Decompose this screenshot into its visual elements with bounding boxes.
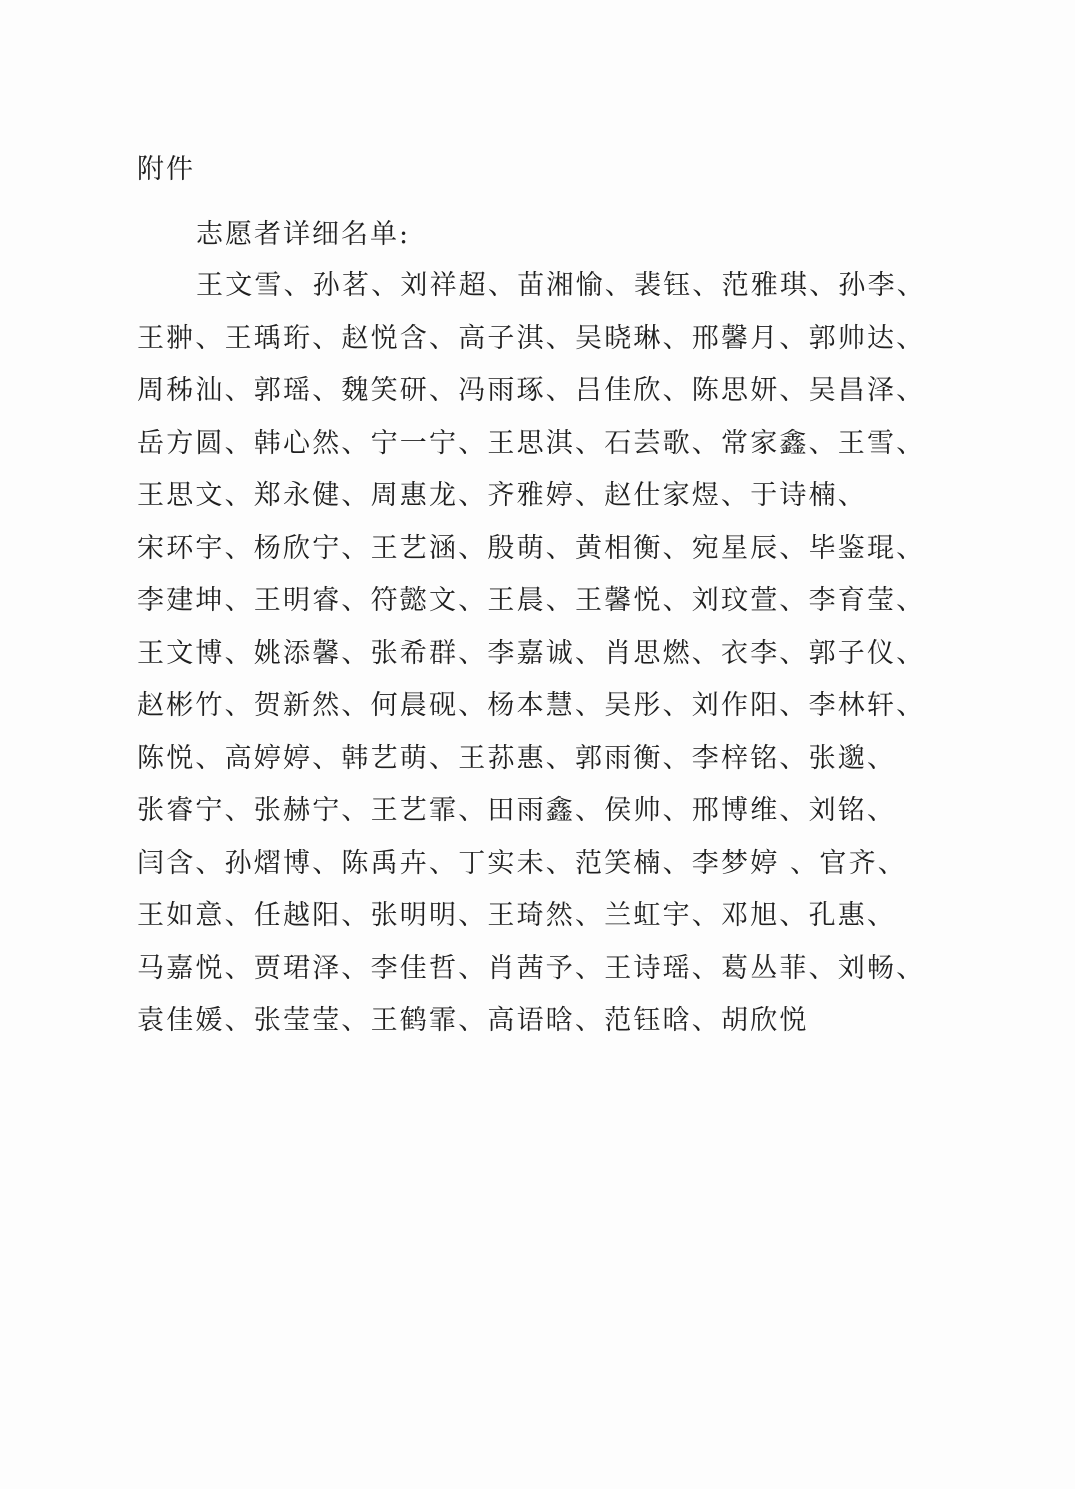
name-line: 张睿宁、张赫宁、王艺霏、田雨鑫、侯帅、邢博维、刘铭、 <box>137 795 897 826</box>
name-line: 赵彬竹、贺新然、何晨砚、杨本慧、吴彤、刘作阳、李林轩、 <box>137 690 926 721</box>
name-line: 王思文、郑永健、周惠龙、齐雅婷、赵仕家煜、于诗楠、 <box>137 480 867 511</box>
volunteer-name-list <box>137 260 926 1048</box>
name-line: 闫含、孙熠博、陈禹卉、丁实未、范笑楠、李梦婷 、官齐、 <box>137 847 907 879</box>
name-line: 李建坤、王明睿、符懿文、王晨、王馨悦、刘玟萱、李育莹、 <box>137 585 926 616</box>
name-line: 王如意、任越阳、张明明、王琦然、兰虹宇、邓旭、孔惠、 <box>137 900 897 931</box>
name-line: 袁佳媛、张莹莹、王鹤霏、高语晗、范钰晗、胡欣悦 <box>137 1005 809 1036</box>
name-line: 周秭汕、郭瑶、魏笑研、冯雨琢、吕佳欣、陈思妍、吴昌泽、 <box>137 375 926 406</box>
name-line: 宋环宇、杨欣宁、王艺涵、殷萌、黄相衡、宛星辰、毕鉴琨、 <box>137 532 926 564</box>
list-heading: 志愿者详细名单: <box>196 219 411 250</box>
name-line: 马嘉悦、贾珺泽、李佳哲、肖茜予、王诗瑶、葛丛菲、刘畅、 <box>137 952 926 984</box>
name-line: 王文博、姚添馨、张希群、李嘉诚、肖思燃、衣李、郭子仪、 <box>137 637 926 669</box>
name-line: 王文雪、孙茗、刘祥超、苗湘愉、裴钰、范雅琪、孙李、 <box>196 270 926 301</box>
name-line: 岳方圆、韩心然、宁一宁、王思淇、石芸歌、常家鑫、王雪、 <box>137 427 926 459</box>
attachment-label: 附件 <box>137 154 195 185</box>
name-line: 王翀、王瑀珩、赵悦含、高子淇、吴晓琳、邢馨月、郭帅达、 <box>137 322 926 354</box>
name-line: 陈悦、高婷婷、韩艺萌、王荪惠、郭雨衡、李梓铭、张邈、 <box>137 742 897 774</box>
